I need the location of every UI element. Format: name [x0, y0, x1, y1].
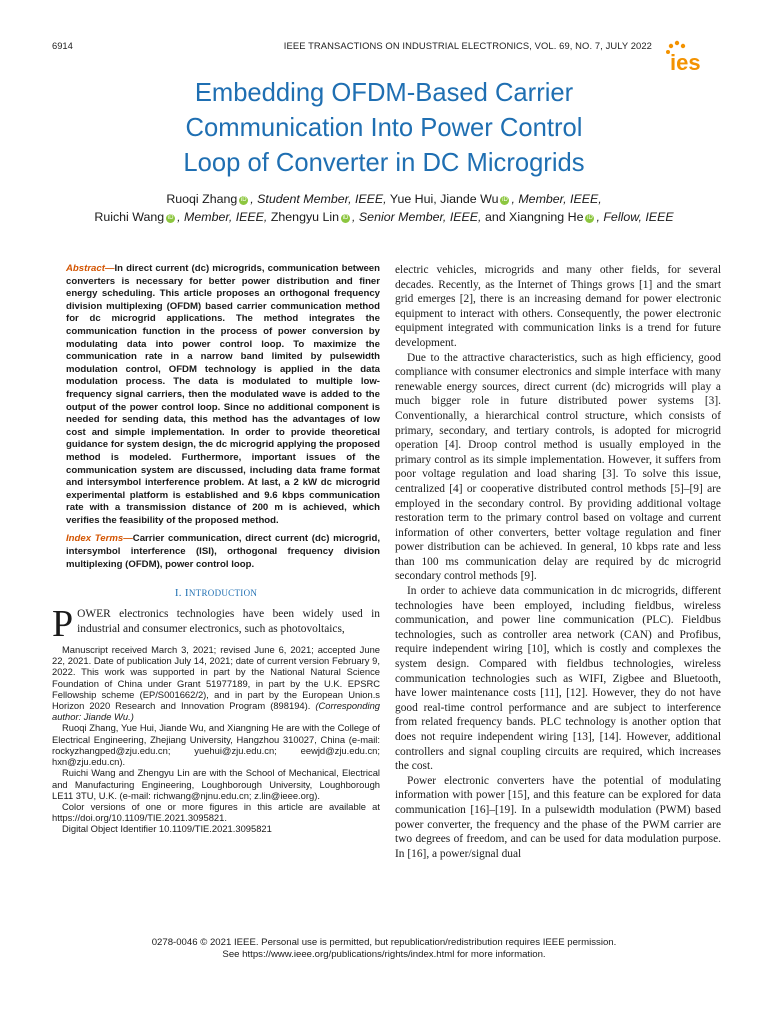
footnote-doi: Digital Object Identifier 10.1109/TIE.2021.3095821	[62, 823, 272, 835]
drop-cap: P	[52, 603, 74, 646]
index-terms-text: Carrier communication, direct current (dc) microgrid, intersymbol interference (ISI), orthogonal frequency division multiplexing (OFDM), power control loop.	[66, 533, 380, 570]
title-line-1: Embedding OFDM-Based Carrier	[194, 79, 574, 107]
author-name: Ruoqi Zhang	[166, 192, 238, 206]
abstract-label: Abstract	[66, 263, 105, 274]
footnote-affiliation-zju: Ruoqi Zhang, Yue Hui, Jiande Wu, and Xiangning He are with the College of Electrical Engineering, Zhejiang University, Hangzhou 310027, China (e-mail: rockyzhangped@zju.edu.cn; yuehui@zju.edu.cn; eewjd@zju.edu.cn; hxn@zju.edu.cn).	[52, 722, 380, 768]
section-title-rest: NTRODUCTION	[188, 588, 258, 599]
abstract-dash: —	[104, 263, 115, 274]
intro-caps: OWER	[77, 608, 111, 621]
orcid-icon[interactable]: iD	[587, 215, 593, 221]
title-line-3: Loop of Converter in DC Microgrids	[183, 149, 585, 177]
author-name: and Xiangning He	[481, 210, 584, 224]
title-line-2: Communication Into Power Control	[185, 114, 583, 142]
ies-logo-icon	[664, 40, 722, 74]
copyright-line: 0278-0046 © 2021 IEEE. Personal use is permitted, but republication/redistribution requires IEEE permission.	[151, 937, 617, 948]
author-membership: , Student Member, IEEE,	[250, 192, 387, 206]
running-header	[52, 40, 652, 54]
author-membership: , Senior Member, IEEE,	[352, 210, 482, 224]
abstract-text: In direct current (dc) microgrids, communication between converters is necessary for better power distribution and finer energy scheduling. This article proposes an orthogonal frequency division multiplexing (OFDM) based carrier communication method for dc microgrid applications. The method integrates the communication function in the process of power conversion by modulating data into power control loop. To maximize the communication rate in a narrow band limited by pulsewidth modulation control, OFDM technology is applied in the data modulation process. The data is modulated to multiple low-frequency signal carriers, then the modulated wave is added to the output of the power control loop. Since no additional component is needed for sending data, this method has the advantages of low cost and simple implementation. In order to provide theoretical guidance for system design, the dc microgrid applying the proposed method is modeled. Furthermore, important issues of the communication system are discussed, including data frame format and intersymbol interference problem. At last, a 2 kW dc microgrid experimental platform is established and 9.6 kbps communication rate with a transmission distance of 200 m is achieved, which verifies the feasibility of the proposed method.	[66, 263, 380, 526]
author-membership: , Member, IEEE,	[511, 192, 602, 206]
copyright-notice	[40, 937, 728, 961]
page-number: 6914	[52, 40, 73, 51]
left-column	[52, 263, 380, 835]
footnote-color-versions: Color versions of one or more figures in this article are available at https://doi.org/10.1109/TIE.2021.3095821.	[52, 800, 380, 824]
footnotes	[52, 644, 380, 834]
section-number: I.	[174, 587, 182, 600]
index-terms-dash: —	[123, 533, 133, 545]
index-terms	[52, 533, 380, 571]
section-heading-introduction	[52, 587, 380, 599]
orcid-icon[interactable]: iD	[502, 197, 508, 203]
body-paragraph: In order to achieve data communication in dc microgrids, different technologies have been employed, including fieldbus, wireless communication, and power line communication (PLC). Fieldbus technologies, such as controller area network (CAN) and Profibus, require independent wiring [10], which is costly and complexes the system design. Compared with fieldbus technologies, wireless communication technologies such as WIFI, Zigbee and Bluetooth, have lower maintenance costs [11], [12]. However, they do not have good real-time control performance and are subject to interference from related frequency bands. PLC technology is another option that does not require independent wiring [13], [14]. However, additional controllers and signal coupling circuits are required, which increases the cost.	[395, 585, 721, 773]
journal-header: IEEE TRANSACTIONS ON INDUSTRIAL ELECTRONICS, VOL. 69, NO. 7, JULY 2022	[283, 40, 652, 51]
right-column	[395, 263, 721, 861]
author-list	[40, 190, 728, 226]
body-paragraph: Power electronic converters have the potential of modulating information with power [15], and this feature can be explored for data communication [16]–[19]. In a pulsewidth modulation (PWM) based power converter, the frequency and the phase of the PWM carrier are two degrees of freedom, and can be used for data modulation purpose. In [16], a power/signal dual	[395, 774, 721, 860]
orcid-icon[interactable]: iD	[240, 197, 247, 203]
body-paragraph: Due to the attractive characteristics, such as high efficiency, good compliance with consumer electronics and simple interface with many renewable energy sources, direct current (dc) microgrids will play a much bigger role in future distributed power systems [3]. Conventionally, a hierarchical control structure, which consists of primary, secondary, and tertiary controls, is adopted for microgrid operation [4]. Droop control method is usually employed in the primary control as its simple implementation. However, it suffers from poor voltage regulation and load sharing [3]. To solve this issue, centralized [4] or cooperative distributed control methods [5]–[9] are employed in the secondary control. By providing additional voltage restoration term to the primary control based on voltage and current information of other converters, better voltage regulation and finer power distribution can be achieved. In general, 10 kbps rate and less than 100 ms communication delay are required by dc microgrid secondary control methods [9].	[395, 351, 721, 583]
footnote-corresponding: (Corresponding author: Jiande Wu.)	[52, 700, 380, 723]
author-name: Zhengyu Lin	[267, 210, 340, 224]
author-name: Yue Hui, Jiande Wu	[386, 192, 499, 206]
intro-text: electronics technologies have been widely used in industrial and consumer electronics, such as photovoltaics,	[77, 608, 380, 635]
footnote-manuscript-text: Manuscript received March 3, 2021; revised June 6, 2021; accepted June 22, 2021. Date of publication July 14, 2021; date of current version February 9, 2022. This work was supported in part by the National Natural Science Foundation of China under Grant 51977189, in part by the U.K. EPSRC Fellowship scheme (EP/S001662/2), and in part by the European Union.s Horizon 2020 Research and Innovation Program (898194).	[52, 644, 380, 712]
logo-text: ies	[670, 50, 701, 74]
footnote-affiliation-lboro: Ruichi Wang and Zhengyu Lin are with the School of Mechanical, Electrical and Manufacturing Engineering, Loughborough University, Loughborough LE11 3TU, U.K. (e-mail: richwang@njnu.edu.cn; z.lin@ieee.org).	[52, 767, 380, 801]
author-name: Ruichi Wang	[94, 210, 165, 224]
orcid-icon[interactable]: iD	[167, 215, 174, 221]
orcid-icon[interactable]: iD	[342, 215, 349, 221]
index-terms-label: Index Terms	[66, 533, 124, 545]
section-title-initial: I	[184, 587, 189, 600]
footnote-manuscript	[52, 644, 380, 722]
author-membership: , Member, IEEE,	[177, 210, 268, 224]
intro-paragraph	[52, 603, 380, 646]
abstract	[52, 263, 380, 527]
body-paragraph: electric vehicles, microgrids and many other fields, for several decades. Recently, as the Internet of Things grows [1] and the smart grid emerges [2], there is an increasing demand for power electronic equipment to interact with others. Consequently, the power electronic equipment integrated with communication links is a trend for future development.	[395, 264, 721, 349]
rights-link-line: See https://www.ieee.org/publications/rights/index.html for more information.	[222, 949, 546, 960]
paper-title	[60, 76, 708, 181]
author-membership: , Fellow, IEEE	[596, 210, 674, 224]
